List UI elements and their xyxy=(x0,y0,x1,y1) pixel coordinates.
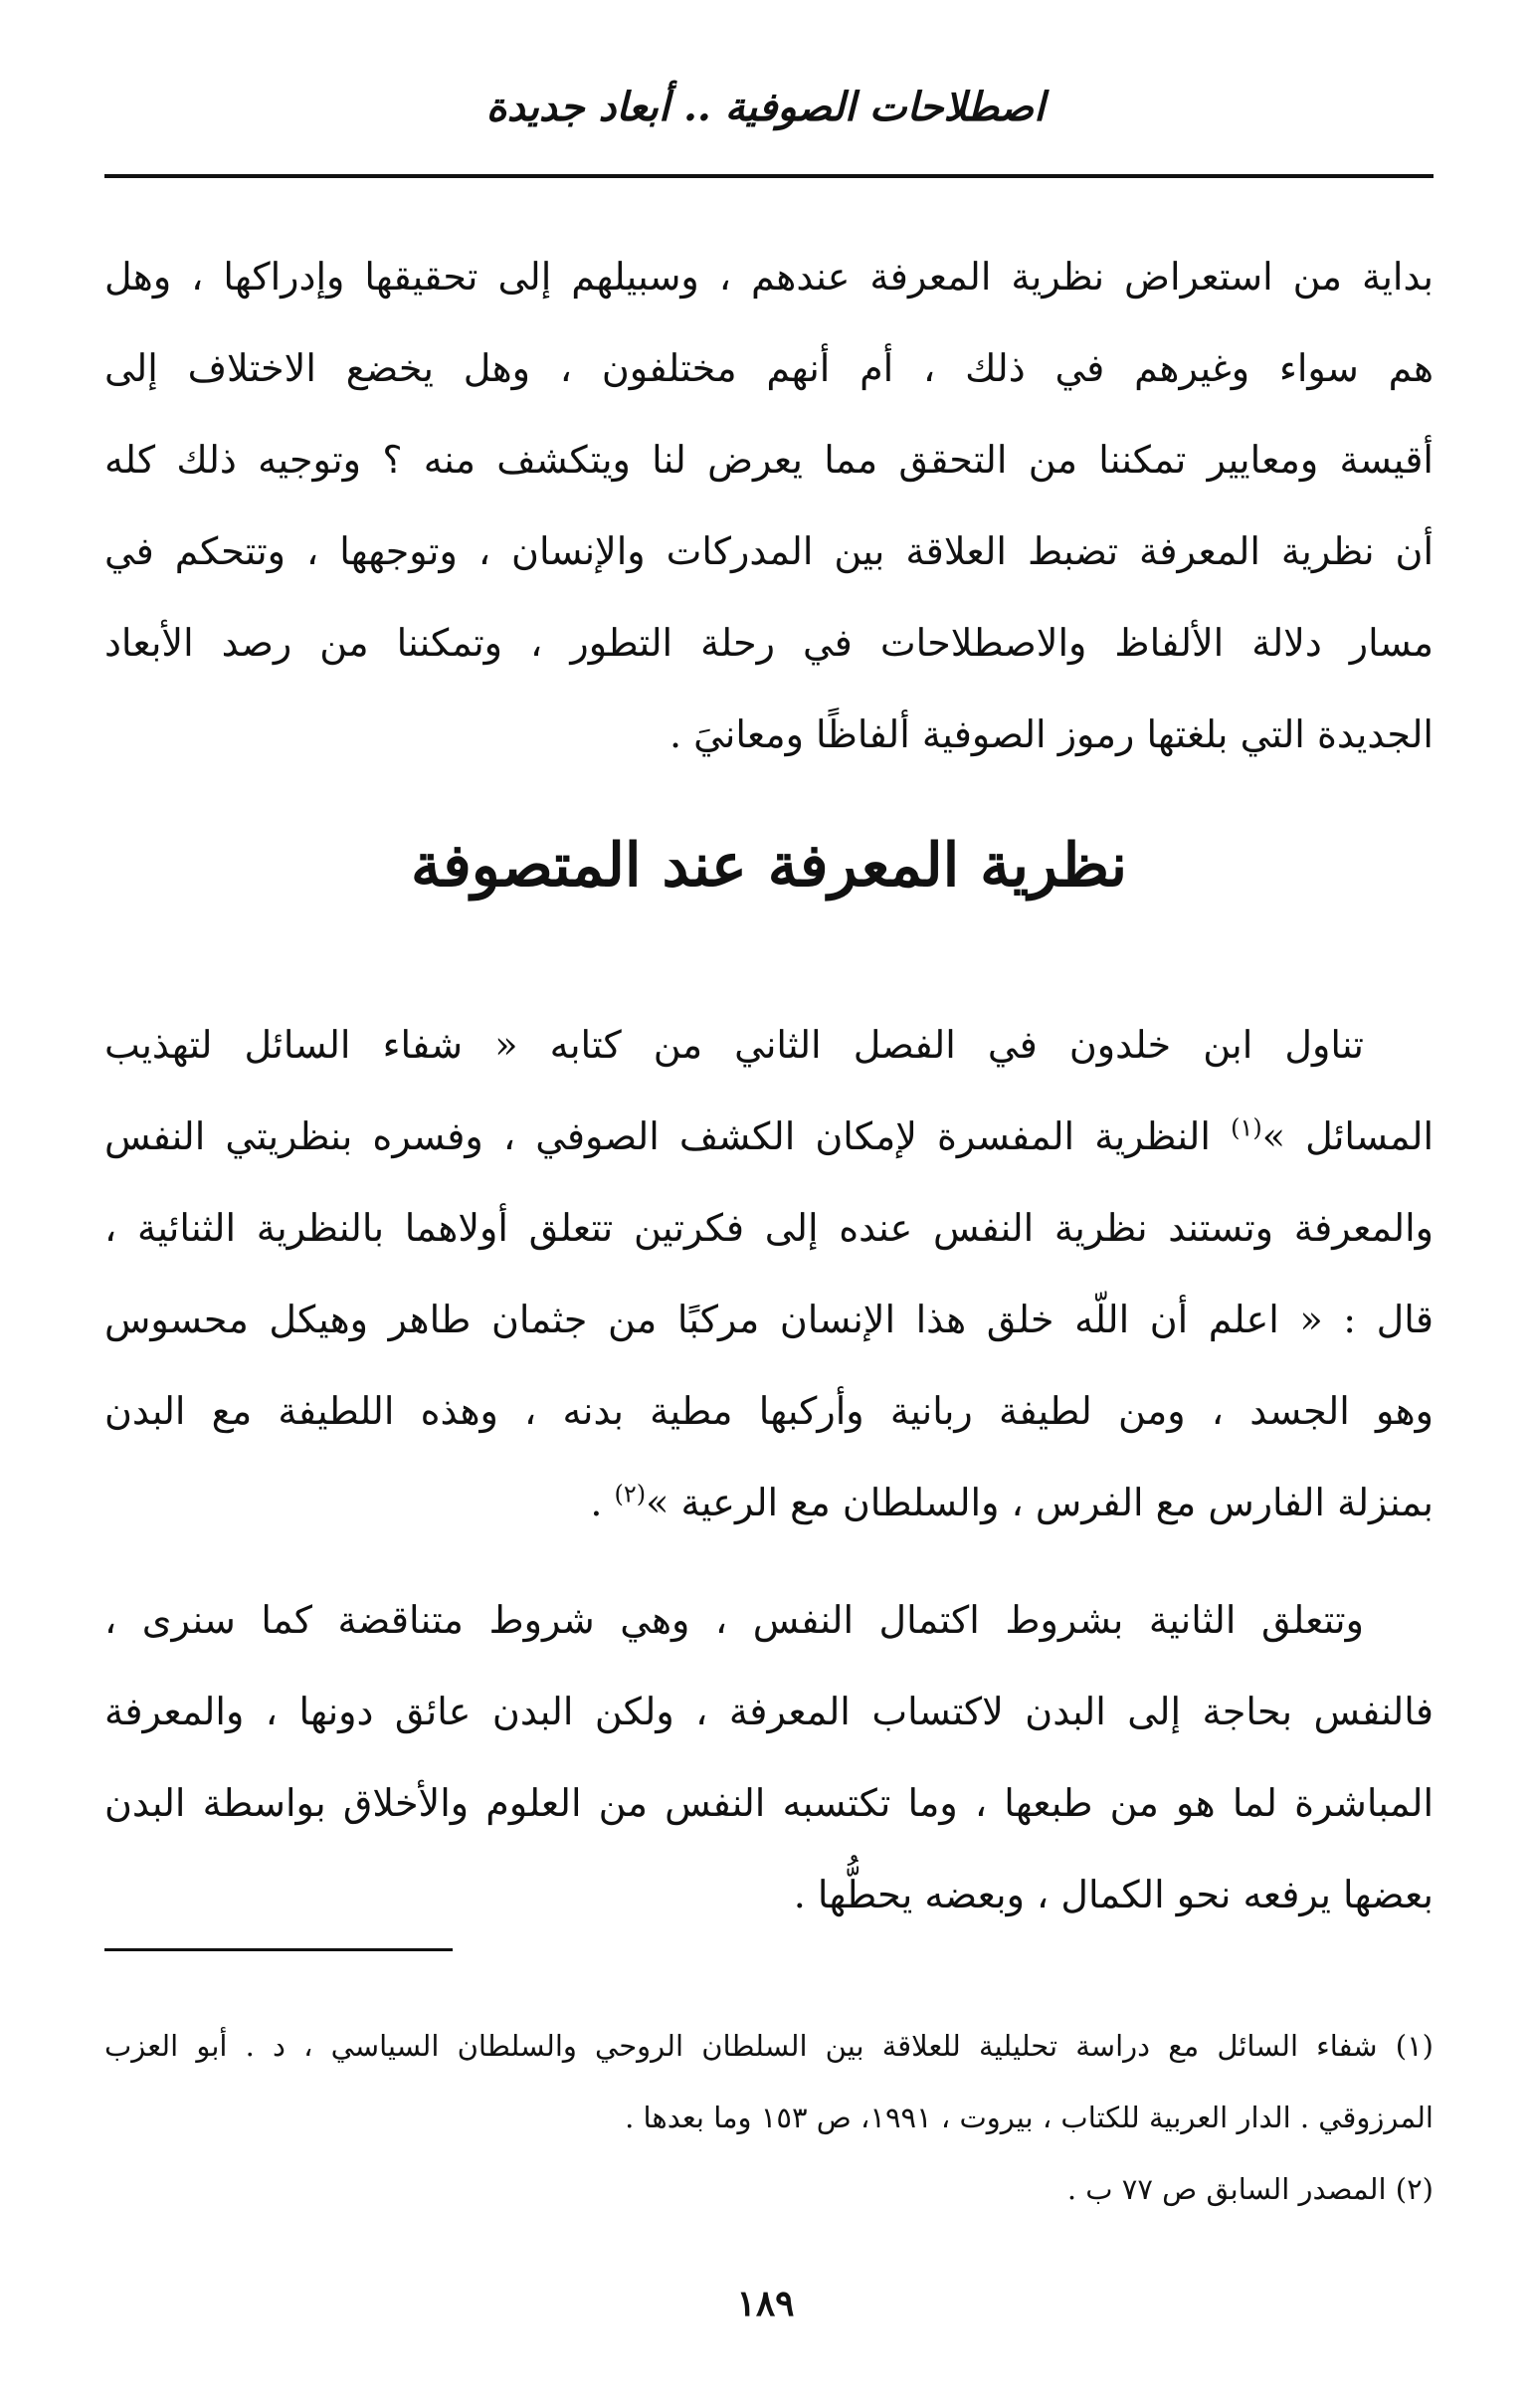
intro-line: أقيسة ومعايير تمكننا من التحقق مما يعرض لنا ويتكشف منه ؟ وتوجيه ذلك كله xyxy=(104,438,1434,482)
paragraph-line xyxy=(104,1457,1434,1548)
intro-line: بداية من استعراض نظرية المعرفة عندهم ، وسبيلهم إلى تحقيقها وإدراكها ، وهل xyxy=(104,255,1434,299)
paragraph-line: تناول ابن خلدون في الفصل الثاني من كتابه « شفاء السائل لتهذيب xyxy=(104,1023,1364,1067)
intro-line: الجديدة التي بلغتها رموز الصوفية ألفاظًا ومعانيَ . xyxy=(669,712,1434,756)
paragraph-line: فالنفس بحاجة إلى البدن لاكتساب المعرفة ، ولكن البدن عائق دونها ، والمعرفة xyxy=(104,1690,1434,1733)
paragraph-line: وتتعلق الثانية بشروط اكتمال النفس ، وهي شروط متناقضة كما سنرى ، xyxy=(104,1598,1364,1642)
paragraph-line: قال : « اعلم أن اللّه خلق هذا الإنسان مركبًا من جثمان طاهر وهيكل محسوس xyxy=(104,1298,1434,1341)
paragraph-line: المباشرة لما هو من طبعها ، وما تكتسبه النفس من العلوم والأخلاق بواسطة البدن xyxy=(104,1781,1434,1825)
text-run: . xyxy=(590,1481,615,1524)
paragraph-ibn-khaldun xyxy=(104,999,1434,1548)
paragraph-line xyxy=(104,1091,1434,1182)
paragraph-line: وهو الجسد ، ومن لطيفة ربانية وأركبها مطية بدنه ، وهذه اللطيفة مع البدن xyxy=(104,1389,1434,1433)
footnote-marker-2[interactable]: (٢) xyxy=(614,1480,647,1508)
intro-line: هم سواء وغيرهم في ذلك ، أم أنهم مختلفون ، وهل يخضع الاختلاف إلى xyxy=(104,346,1434,390)
paragraph-soul-conditions xyxy=(104,1574,1434,1940)
footnote-line: المرزوقي . الدار العربية للكتاب ، بيروت ، ١٩٩١، ص ١٥٣ وما بعدها . xyxy=(625,2101,1434,2134)
text-run: المسائل » xyxy=(1261,1114,1434,1158)
footnote-line: (١) شفاء السائل مع دراسة تحليلية للعلاقة بين السلطان الروحي والسلطان السياسي ، د . أبو العزب xyxy=(104,2029,1434,2063)
footnote-marker-1[interactable]: (١) xyxy=(1231,1113,1262,1142)
footnotes xyxy=(104,2010,1434,2225)
footnote-rule xyxy=(104,1948,453,1951)
intro-line: أن نظرية المعرفة تضبط العلاقة بين المدركات والإنسان ، وتوجهها ، وتتحكم في xyxy=(104,529,1434,573)
section-title: نظرية المعرفة عند المتصوفة xyxy=(410,831,1128,901)
paragraph-line: والمعرفة وتستند نظرية النفس عنده إلى فكرتين تتعلق أولاهما بالنظرية الثنائية ، xyxy=(104,1206,1434,1250)
running-head: اصطلاحات الصوفية .. أبعاد جديدة xyxy=(485,84,1046,130)
text-run: بمنزلة الفارس مع الفرس ، والسلطان مع الرعية » xyxy=(646,1481,1434,1524)
intro-line: مسار دلالة الألفاظ والاصطلاحات في رحلة التطور ، وتمكننا من رصد الأبعاد xyxy=(104,621,1434,665)
page-number: ١٨٩ xyxy=(736,2283,795,2324)
paragraph-line: بعضها يرفعه نحو الكمال ، وبعضه يحطُّها . xyxy=(793,1873,1434,1916)
header-rule xyxy=(104,174,1434,178)
footnote-line: (٢) المصدر السابق ص ٧٧ ب . xyxy=(1066,2172,1434,2206)
intro-paragraph xyxy=(104,231,1434,780)
text-run: النظرية المفسرة لإمكان الكشف الصوفي ، وفسره بنظريتي النفس xyxy=(104,1114,1232,1158)
